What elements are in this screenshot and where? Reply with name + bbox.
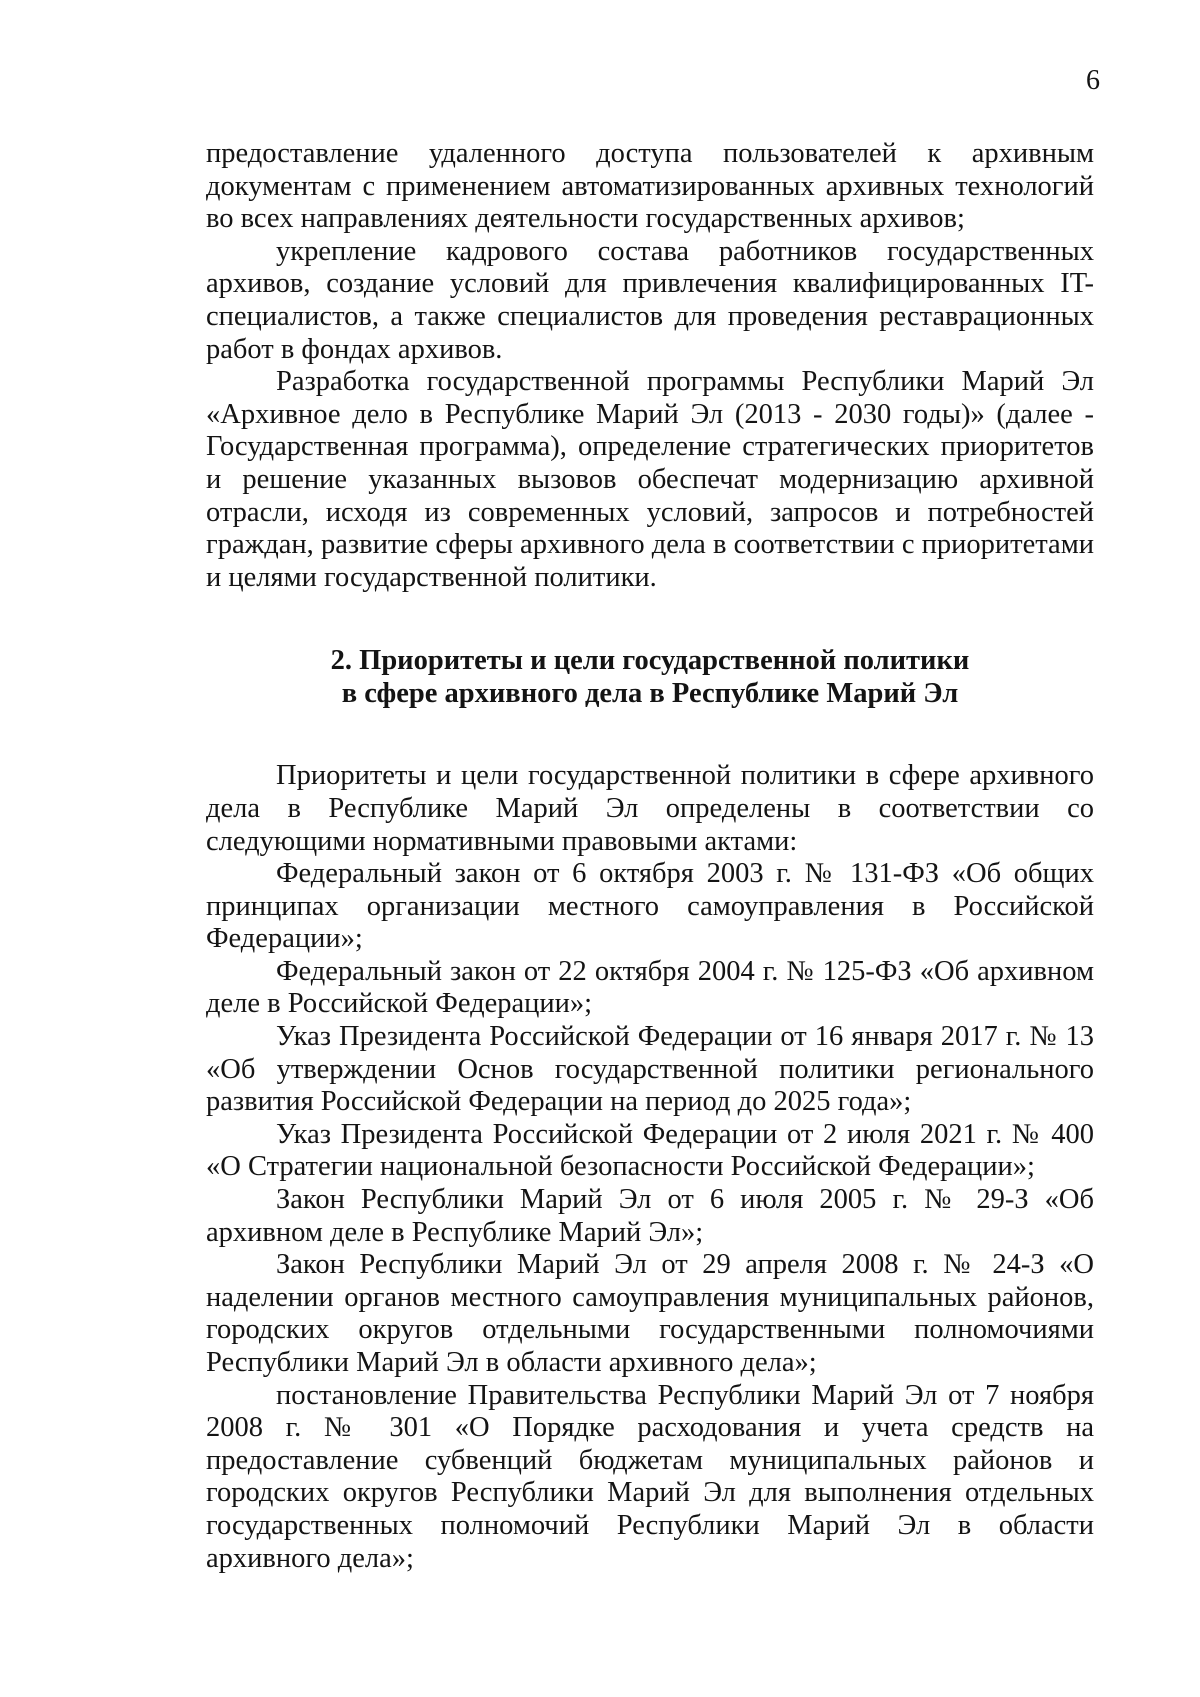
- paragraph-law-29: Закон Республики Марий Эл от 6 июля 2005 г. № 29-З «Об архивном деле в Республике Марий Эл»;: [206, 1184, 1094, 1248]
- paragraph-law-125: Федеральный закон от 22 октября 2004 г. № 125-ФЗ «Об архивном деле в Российской Федерации»;: [206, 955, 1094, 1020]
- paragraph-staffing: укрепление кадрового состава работников государственных архивов, создание условий для привлечения квалифицированных IT-специалистов, а также специалистов для проведения реставрационных работ в фондах архивов.: [206, 235, 1094, 365]
- section-heading-line-1: 2. Приоритеты и цели государственной политики: [330, 645, 970, 677]
- section-heading: [206, 644, 1094, 710]
- paragraph-law-131: Федеральный закон от 6 октября 2003 г. № 131-ФЗ «Об общих принципах организации местного самоуправления в Российской Федерации»;: [206, 858, 1094, 955]
- paragraph-program-development: Разработка государственной программы Республики Марий Эл «Архивное дело в Республике Марий Эл (2013 - 2030 годы)» (далее - Государственная программа), определение стратегических приоритетов и решение указанных вызовов обеспечат модернизацию архивной отрасли, исходя из современных условий, запросов и потребностей граждан, развитие сферы архивного дела в соответствии с приоритетами и целями государственной политики.: [206, 366, 1094, 593]
- spacer: [206, 594, 1094, 644]
- paragraph-remote-access: предоставление удаленного доступа пользователей к архивным документам с применением автоматизированных архивных технологий во всех направлениях деятельности государственных архивов;: [206, 138, 1094, 235]
- page-number: 6: [1086, 65, 1100, 96]
- section-heading-line-2: в сфере архивного дела в Республике Марий Эл: [341, 678, 959, 710]
- paragraph-resolution-301: постановление Правительства Республики Марий Эл от 7 ноября 2008 г. № 301 «О Порядке расходования и учета средств на предоставление субвенций бюджетам муниципальных районов и городских округов Республики Марий Эл для выполнения отдельных государственных полномочий Республики Марий Эл в области архивного дела»;: [206, 1379, 1094, 1574]
- paragraph-priorities-intro: Приоритеты и цели государственной политики в сфере архивного дела в Республике Марий Эл определены в соответствии со следующими нормативными правовыми актами:: [206, 760, 1094, 857]
- paragraph-decree-400: Указ Президента Российской Федерации от 2 июля 2021 г. № 400 «О Стратегии национальной безопасности Российской Федерации»;: [206, 1118, 1094, 1183]
- document-body: [206, 138, 1094, 1575]
- paragraph-law-24: Закон Республики Марий Эл от 29 апреля 2008 г. № 24-З «О наделении органов местного самоуправления муниципальных районов, городских округов отдельными государственными полномочиями Республики Марий Эл в области архивного дела»;: [206, 1249, 1094, 1378]
- paragraph-decree-13: Указ Президента Российской Федерации от 16 января 2017 г. № 13 «Об утверждении Основ государственной политики регионального развития Российской Федерации на период до 2025 года»;: [206, 1021, 1094, 1118]
- spacer: [206, 710, 1094, 760]
